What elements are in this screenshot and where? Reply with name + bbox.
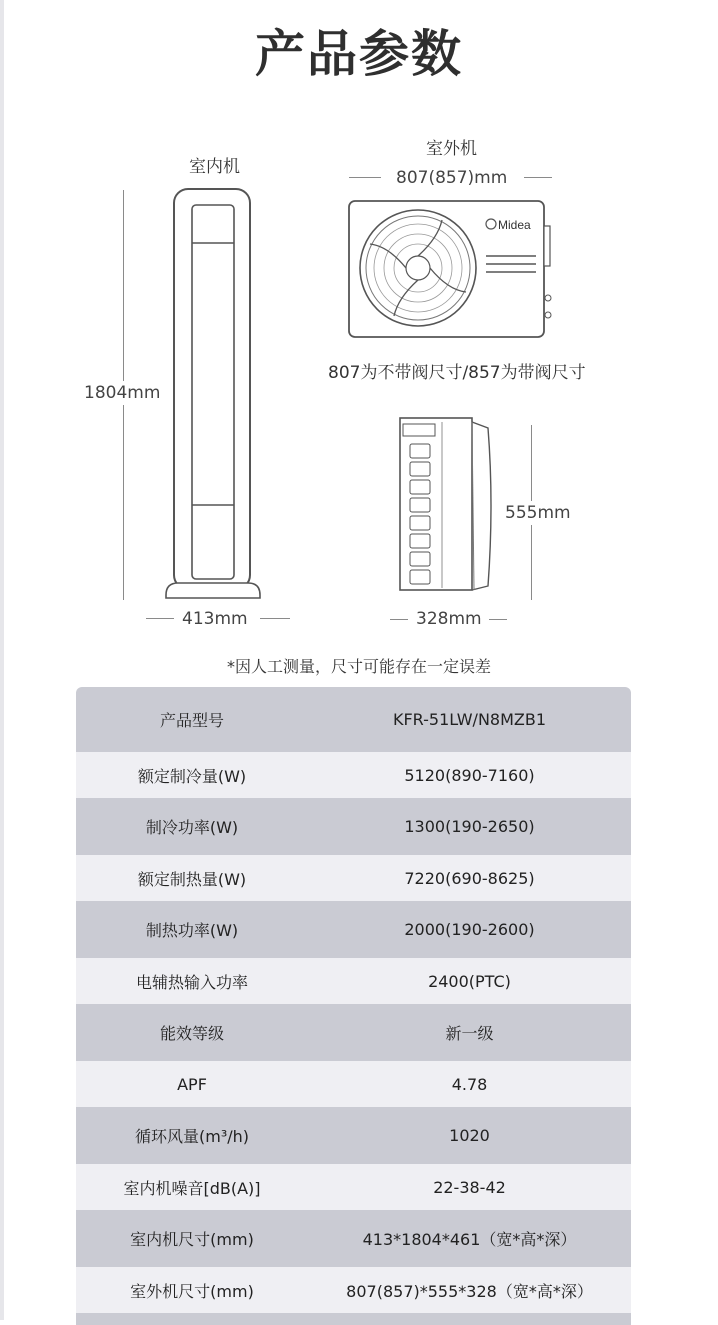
spec-value: 7220(690-8625) [404,868,535,888]
spec-value: 22-38-42 [433,1177,506,1197]
spec-key: 产品型号 [159,711,224,730]
outdoor-depth-dim-line-right [489,619,507,620]
spec-value: 5120(890-7160) [404,765,535,785]
table-row [76,752,631,798]
spec-value: KFR-51LW/N8MZB1 [392,710,547,729]
outdoor-depth-dim-line-left [390,619,408,620]
spec-key: 室外机尺寸(mm) [130,1281,254,1301]
spec-key: 电辅热输入功率 [135,972,248,992]
indoor-unit-drawing [164,185,264,605]
table-row [76,1210,631,1267]
outdoor-size-note: 807为不带阀尺寸/857为带阀尺寸 [328,363,586,383]
indoor-unit-label: 室内机 [189,157,240,177]
spec-key: 室内机尺寸(mm) [130,1230,254,1249]
table-row [76,1004,631,1061]
outdoor-unit-label: 室外机 [426,139,477,159]
brand-logo: Midea [498,218,531,232]
table-row-partial [76,1313,631,1325]
measurement-note: *因人工测量，尺寸可能存在一定误差 [226,657,491,676]
outdoor-width-dim-line-left [349,177,381,178]
indoor-height-label: 1804mm [84,383,161,403]
spec-value: 2000(190-2600) [404,920,535,939]
table-row [76,798,631,855]
spec-key: APF [177,1074,207,1094]
spec-key: 循环风量(m³/h) [134,1127,250,1146]
indoor-width-dim-line-right [260,618,290,619]
table-row [76,901,631,958]
page-title: 产品参数 [255,25,463,83]
spec-value: 4.78 [451,1074,488,1094]
outdoor-height-label: 555mm [505,503,571,523]
outdoor-unit-front-drawing [346,198,558,342]
spec-value: 新一级 [445,1024,494,1043]
table-row [76,1164,631,1210]
spec-table [76,687,631,1325]
spec-value: 1020 [449,1126,490,1145]
spec-value: 807(857)*555*328（宽*高*深） [346,1281,593,1301]
table-row [76,855,631,901]
spec-value: 1300(190-2650) [404,817,535,836]
spec-key: 制冷功率(W) [145,818,239,837]
outdoor-unit-side-drawing [398,416,498,596]
spec-key: 额定制冷量(W) [137,766,247,786]
outdoor-width-dim-line-right [524,177,552,178]
outdoor-width-label: 807(857)mm [396,168,508,188]
table-row [76,687,631,752]
spec-key: 额定制热量(W) [137,869,247,889]
outdoor-depth-label: 328mm [416,609,482,629]
indoor-width-label: 413mm [182,609,248,629]
spec-value: 413*1804*461（宽*高*深） [362,1230,577,1249]
indoor-width-dim-line-left [146,618,174,619]
spec-key: 室内机噪音[dB(A)] [123,1178,261,1198]
table-row [76,958,631,1004]
spec-value: 2400(PTC) [428,971,511,991]
spec-key: 能效等级 [159,1024,224,1043]
table-row [76,1107,631,1164]
table-row [76,1267,631,1313]
spec-key: 制热功率(W) [145,921,239,940]
table-row [76,1061,631,1107]
